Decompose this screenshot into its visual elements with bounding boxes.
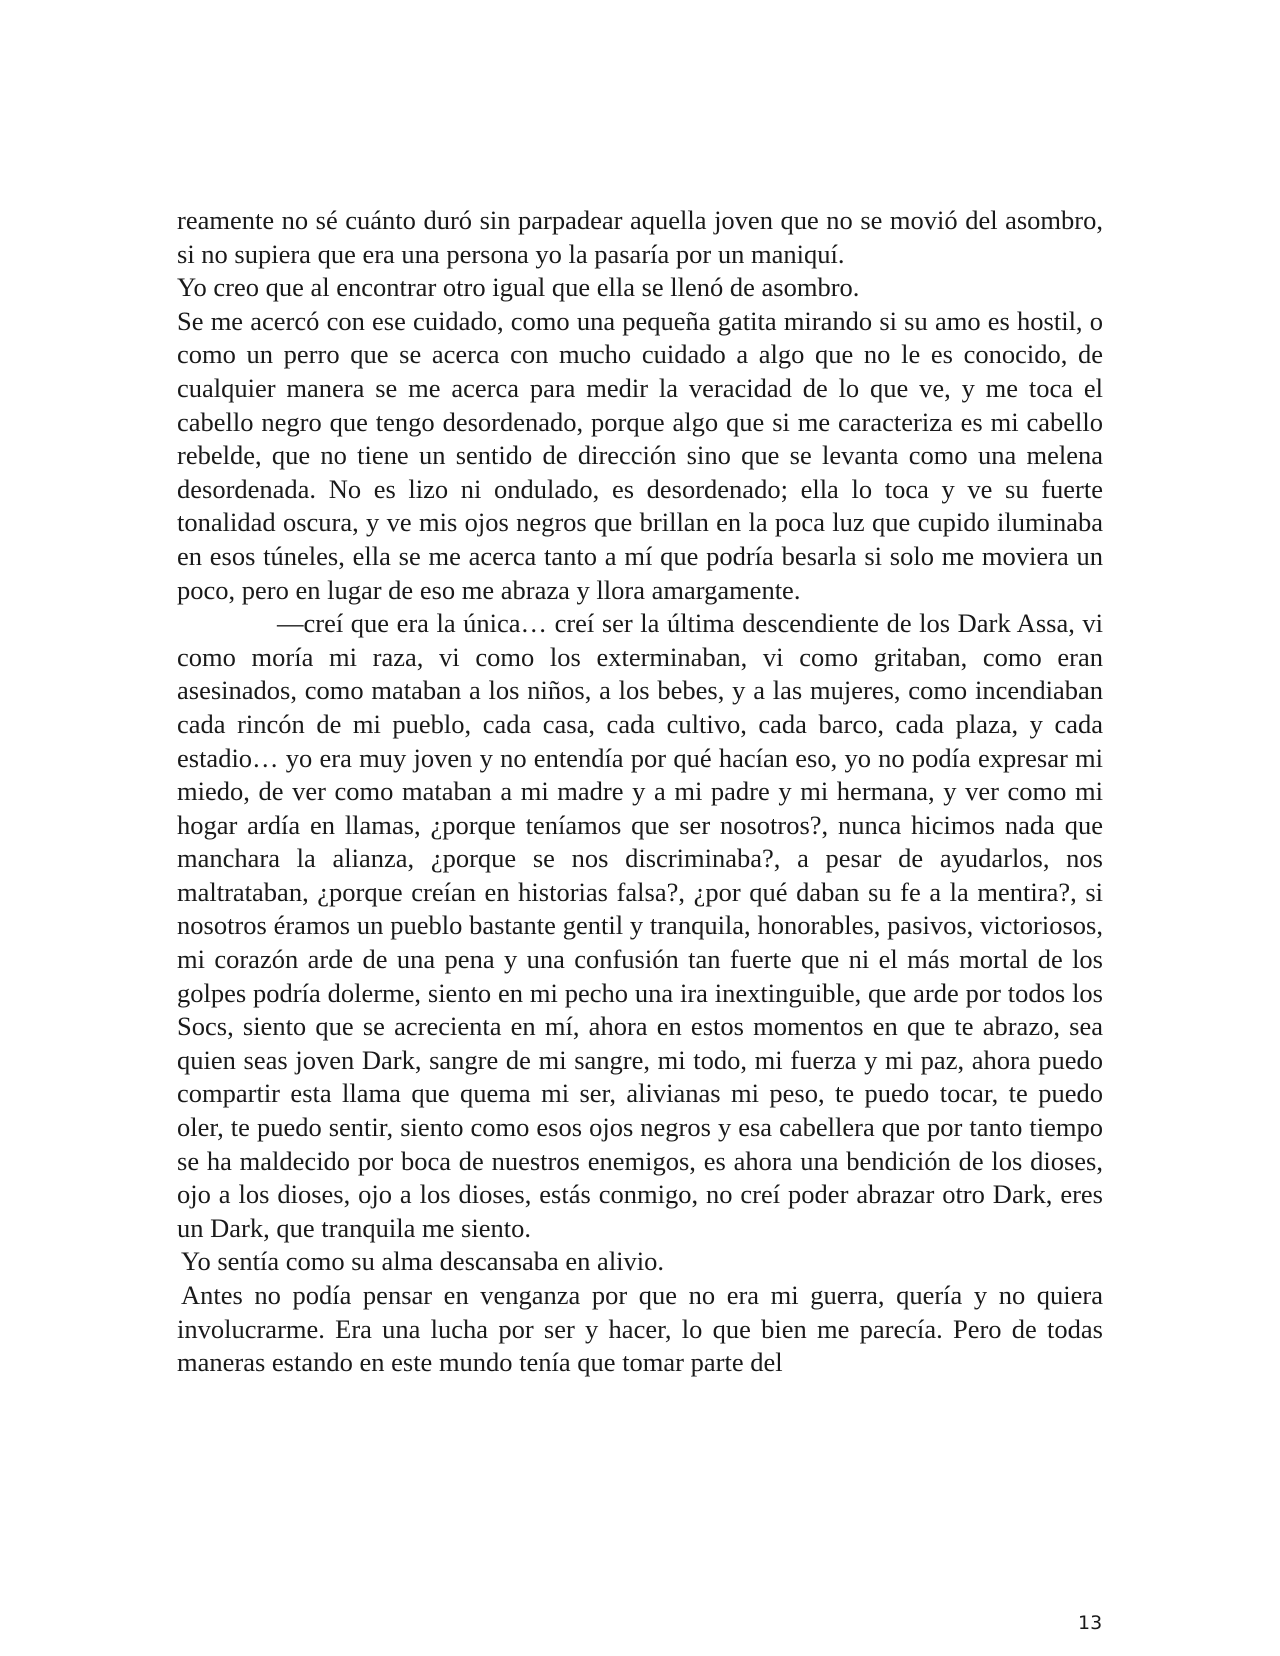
page-number: 13 (1078, 1612, 1103, 1634)
paragraph-4-dialogue: —creí que era la única… creí ser la última descendiente de los Dark Assa, vi como moría mi raza, vi como los exterminaban, vi como gritaban, como eran asesinados, como mataban a los niños, a los bebes, y a las mujeres, como incendiaban cada rincón de mi pueblo, cada casa, cada cultivo, cada barco, cada plaza, y cada estadio… yo era muy joven y no entendía por qué hacían eso, yo no podía expresar mi miedo, de ver como mataban a mi madre y a mi padre y mi hermana, y ver como mi hogar ardía en llamas, ¿porque teníamos que ser nosotros?, nunca hicimos nada que manchara la alianza, ¿porque se nos discriminaba?, a pesar de ayudarlos, nos maltrataban, ¿porque creían en historias falsa?, ¿por qué daban su fe a la mentira?, si nosotros éramos un pueblo bastante gentil y tranquila, honorables, pasivos, victoriosos, mi corazón arde de una pena y una confusión tan fuerte que ni el más mortal de los golpes podría dolerme, siento en mi pecho una ira inextinguible, que arde por todos los Socs, siento que se acrecienta en mí, ahora en estos momentos en que te abrazo, sea quien seas joven Dark, sangre de mi sangre, mi todo, mi fuerza y mi paz, ahora puedo compartir esta llama que quema mi ser, alivianas mi peso, te puedo tocar, te puedo oler, te puedo sentir, siento como esos ojos negros y esa cabellera que por tanto tiempo se ha maldecido por boca de nuestros enemigos, es ahora una bendición de los dioses, ojo a los dioses, ojo a los dioses, estás conmigo, no creí poder abrazar otro Dark, eres un Dark, que tranquila me siento. (177, 608, 1103, 1243)
paragraph-5: Yo sentía como su alma descansaba en alivio. (181, 1246, 665, 1277)
paragraph-1: reamente no sé cuánto duró sin parpadear aquella joven que no se movió del asombro, si no supiera que era una persona yo la pasaría por un maniquí. (177, 205, 1103, 269)
paragraph-6: Antes no podía pensar en venganza por que no era mi guerra, quería y no quiera involucrarme. Era una lucha por ser y hacer, lo que bien me parecía. Pero de todas maneras estando en este mundo tenía que tomar parte del (177, 1280, 1103, 1378)
paragraph-2: Yo creo que al encontrar otro igual que ella se llenó de asombro. (177, 272, 860, 303)
paragraph-3: Se me acercó con ese cuidado, como una pequeña gatita mirando si su amo es hostil, o como un perro que se acerca con mucho cuidado a algo que no le es conocido, de cualquier manera se me acerca para medir la veracidad de lo que ve, y me toca el cabello negro que tengo desordenado, porque algo que si me caracteriza es mi cabello rebelde, que no tiene un sentido de dirección sino que se levanta como una melena desordenada. No es lizo ni ondulado, es desordenado; ella lo toca y ve su fuerte tonalidad oscura, y ve mis ojos negros que brillan en la poca luz que cupido iluminaba en esos túneles, ella se me acerca tanto a mí que podría besarla si solo me moviera un poco, pero en lugar de eso me abraza y llora amargamente. (177, 305, 1103, 605)
body-text (177, 204, 1103, 1380)
